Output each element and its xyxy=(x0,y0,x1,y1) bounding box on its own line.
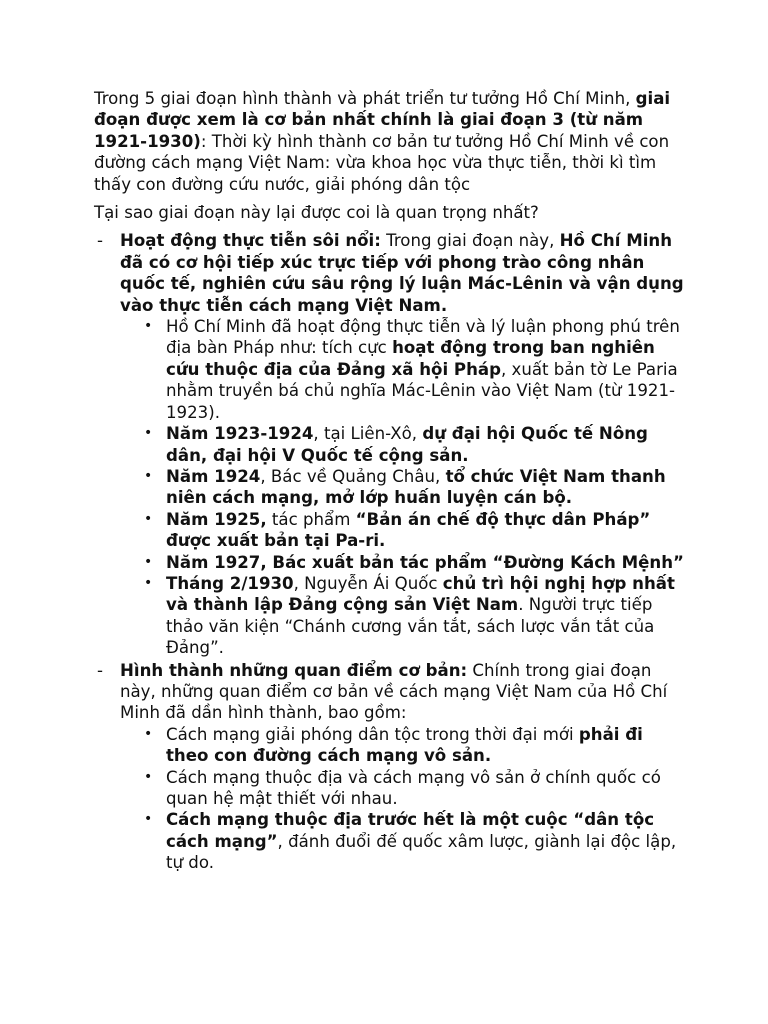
bullet-marker: • xyxy=(144,725,153,742)
section1-bold-2: Hồ Chí Minh đã có cơ hội tiếp xúc trực tiếp với phong trào công nhân quốc tế, nghiên cứu sâu rộng lý luận Mác-Lênin và vận dụng vào thực tiễn cách mạng Việt Nam. xyxy=(120,231,684,315)
bullet-bold: phải đi theo con đường cách mạng vô sản. xyxy=(166,724,643,766)
bullet-bold: chủ trì hội nghị hợp nhất và thành lập Đảng cộng sản Việt Nam xyxy=(166,573,675,615)
section2-text-1: Chính trong giai đoạn này, những quan điểm cơ bản về cách mạng Việt Nam của Hồ Chí Minh đã dần hình thành, bao gồm: xyxy=(120,660,668,723)
bullet-marker: • xyxy=(144,318,153,335)
section1-bullets xyxy=(120,316,684,659)
list-item xyxy=(144,809,684,873)
bullet-marker: • xyxy=(144,768,153,785)
list-item-basic-viewpoints xyxy=(94,660,684,874)
bullet-bold: tổ chức Việt Nam thanh niên cách mạng, mở lớp huấn luyện cán bộ. xyxy=(166,466,666,508)
list-item xyxy=(144,423,684,466)
section1-heading: Hoạt động thực tiễn sôi nổi: xyxy=(120,231,381,251)
section1-text xyxy=(120,230,684,316)
bullet-bold: Năm 1923-1924 xyxy=(166,424,314,444)
bullet-text: , Bác về Quảng Châu, xyxy=(260,466,446,486)
bullet-text: Cách mạng thuộc địa và cách mạng vô sản ở chính quốc có quan hệ mật thiết với nhau. xyxy=(166,767,661,808)
intro-paragraph xyxy=(94,88,684,195)
bullet-bold: “Bản án chế độ thực dân Pháp” được xuất bản tại Pa-ri. xyxy=(166,509,651,551)
document-page xyxy=(94,88,684,875)
bullet-bold: dự đại hội Quốc tế Nông dân, đại hội V Quốc tế cộng sản. xyxy=(166,424,648,465)
bullet-text: tác phẩm xyxy=(266,509,356,529)
section2-text xyxy=(120,660,684,724)
list-item xyxy=(144,573,684,659)
list-item xyxy=(144,724,684,767)
bullet-marker: • xyxy=(144,510,153,527)
bullet-bold: Năm 1924 xyxy=(166,466,261,486)
intro-text-1: Trong 5 giai đoạn hình thành và phát triển tư tưởng Hồ Chí Minh, xyxy=(94,89,636,108)
list-item xyxy=(144,466,684,509)
dash-marker: - xyxy=(97,660,103,680)
bullet-marker: • xyxy=(144,425,153,442)
list-item xyxy=(144,767,684,810)
bullet-bold: Năm 1927, Bác xuất bản tác phẩm “Đường Kách Mệnh” xyxy=(166,552,684,572)
bullet-bold: Tháng 2/1930 xyxy=(166,573,294,593)
bullet-text: Cách mạng giải phóng dân tộc trong thời đại mới xyxy=(166,724,579,744)
intro-bold-1: giai đoạn được xem là cơ bản nhất chính là giai đoạn 3 (từ năm 1921-1930) xyxy=(94,89,671,151)
bullet-text: . Người trực tiếp thảo văn kiện “Chánh cương vắn tắt, sách lược vắn tắt của Đảng”. xyxy=(166,595,655,658)
section1-text-1: Trong giai đoạn này, xyxy=(380,231,560,251)
bullet-text: Hồ Chí Minh đã hoạt động thực tiễn và lý luận phong phú trên địa bàn Pháp như: tích cực xyxy=(166,317,680,358)
list-item xyxy=(144,552,684,573)
intro-text-2: : Thời kỳ hình thành cơ bản tư tưởng Hồ Chí Minh về con đường cách mạng Việt Nam: vừa khoa học vừa thực tiễn, thời kì tìm thấy con đường cứu nước, giải phóng dân tộc xyxy=(94,131,670,194)
bullet-text: , tại Liên-Xô, xyxy=(313,424,423,444)
bullet-text: , đánh đuổi đế quốc xâm lược, giành lại độc lập, tự do. xyxy=(166,831,677,873)
bullet-text: , xuất bản tờ Le Paria nhằm truyền bá chủ nghĩa Mác-Lênin vào Việt Nam (từ 1921-1923). xyxy=(166,359,678,422)
bullet-text: , Nguyễn Ái Quốc xyxy=(293,573,443,593)
dash-marker: - xyxy=(97,231,103,251)
question-paragraph: Tại sao giai đoạn này lại được coi là quan trọng nhất? xyxy=(94,203,539,223)
list-item xyxy=(144,509,684,552)
list-item-practical-activity xyxy=(94,230,684,658)
bullet-marker: • xyxy=(144,467,153,484)
section2-heading: Hình thành những quan điểm cơ bản: xyxy=(120,660,468,680)
bullet-bold: Cách mạng thuộc địa trước hết là một cuộc “dân tộc cách mạng” xyxy=(166,810,655,851)
main-list xyxy=(94,230,684,873)
bullet-marker: • xyxy=(144,553,153,570)
bullet-bold: hoạt động trong ban nghiên cứu thuộc địa của Đảng xã hội Pháp xyxy=(166,338,655,379)
section2-bullets xyxy=(120,724,684,874)
bullet-marker: • xyxy=(144,574,153,591)
list-item xyxy=(144,316,684,423)
bullet-bold: Năm 1925, xyxy=(166,509,267,529)
bullet-marker: • xyxy=(144,811,153,828)
